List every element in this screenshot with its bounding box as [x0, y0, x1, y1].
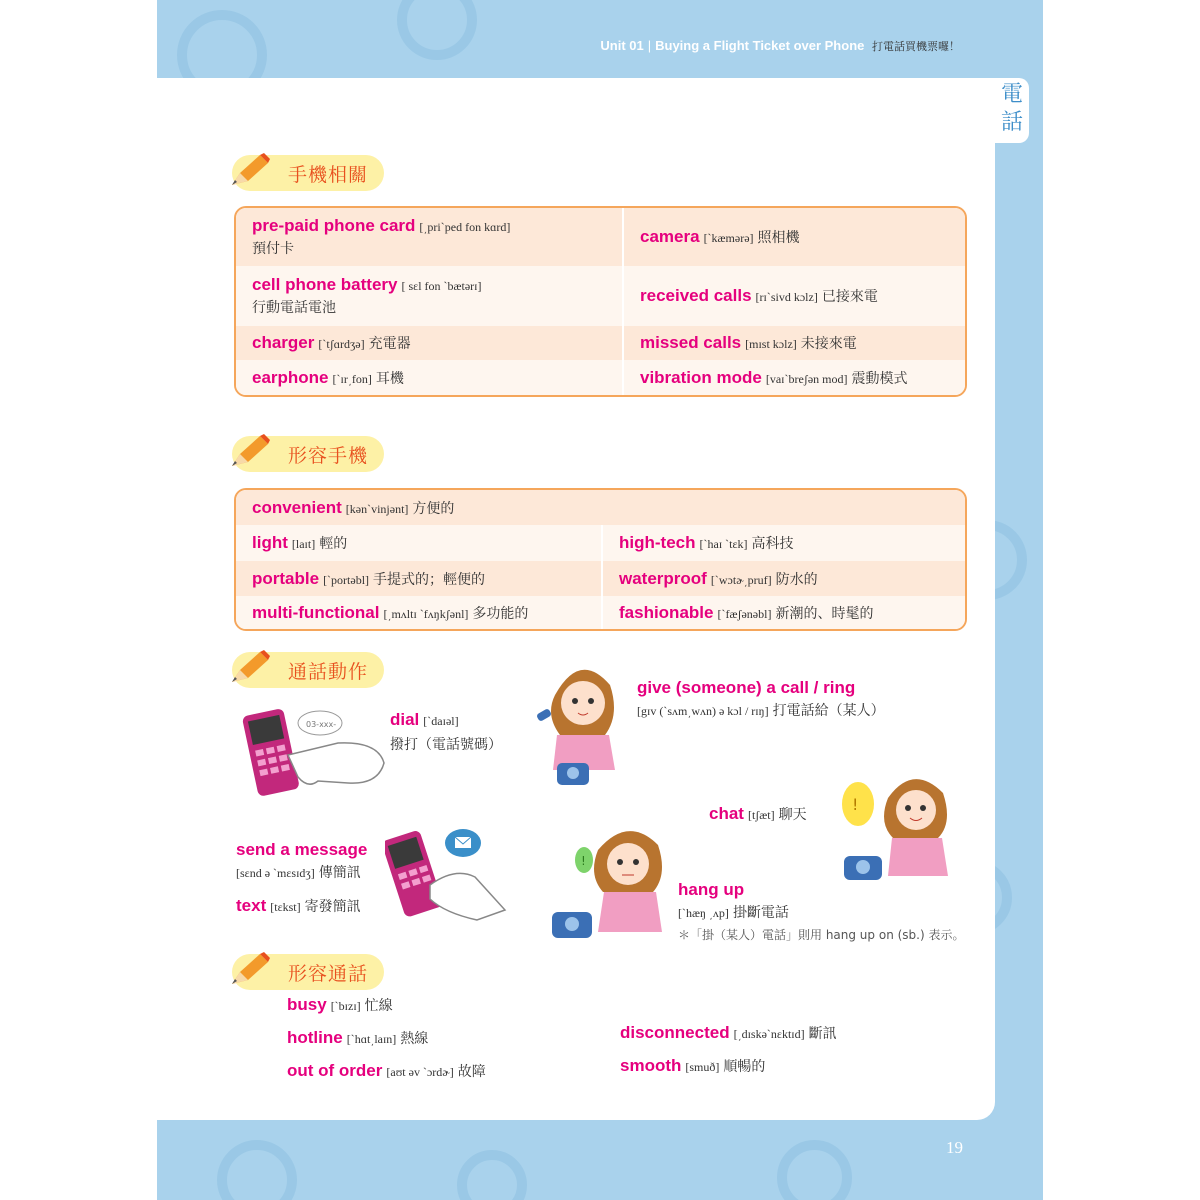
table-row	[236, 490, 965, 525]
vocab-term: cell phone battery	[252, 275, 398, 294]
vocab-hotline	[287, 1028, 428, 1048]
vocab-term: multi-functional	[252, 602, 380, 622]
vocab-term: busy	[287, 995, 327, 1014]
vocab-cell	[622, 208, 965, 266]
phonetic: [ˋhæŋ ͵ʌp]	[678, 906, 729, 920]
girl-hanging-up-illustration	[548, 820, 673, 945]
vocab-cell	[236, 525, 601, 561]
vocab-term: chat	[709, 804, 744, 823]
girl-calling-illustration	[535, 655, 625, 790]
phonetic: [ˋtʃɑrdʒə]	[318, 337, 365, 351]
vocab-term: fashionable	[619, 602, 714, 622]
translation: 手提式的；輕便的	[373, 571, 486, 588]
side-tab	[995, 78, 1029, 143]
translation: 照相機	[757, 230, 800, 246]
vocab-table-describe-phone	[234, 488, 967, 631]
vocab-term: disconnected	[620, 1023, 730, 1042]
section-title: 形容通話	[288, 963, 369, 985]
phonetic: [ˋkæmərə]	[703, 231, 754, 245]
vocab-term: out of order	[287, 1061, 383, 1080]
translation: 新潮的、時髦的	[775, 605, 874, 622]
pencil-icon	[226, 151, 272, 191]
vocab-term: portable	[252, 568, 320, 588]
vocab-give-call	[637, 678, 885, 720]
dial-bubble-text: 03-xxx-	[306, 720, 337, 729]
phonetic: [aʊt əv ˋɔrdɚ]	[386, 1065, 454, 1079]
translation: 打電話給（某人）	[772, 703, 885, 719]
vocab-term: send a message	[236, 840, 368, 859]
phonetic: [sɛnd ə ˋmɛsɪdʒ]	[236, 866, 315, 880]
vocab-cell	[236, 596, 601, 629]
translation: 傳簡訊	[318, 865, 361, 881]
phonetic: [͵priˋped fon kɑrd]	[419, 220, 511, 234]
translation: 充電器	[368, 336, 411, 352]
vocab-cell	[601, 596, 965, 629]
unit-label: Unit 01	[600, 38, 644, 53]
unit-title-zh: 打電話買機票囉！	[872, 41, 960, 53]
vocab-term: smooth	[620, 1056, 682, 1075]
phonetic: [ˋbɪzɪ]	[330, 999, 361, 1013]
vocab-term: hang up	[678, 880, 745, 899]
dialing-phone-illustration	[238, 703, 388, 798]
phonetic: [ˋhaɪ ˋtɛk]	[699, 537, 748, 551]
vocab-term: hotline	[287, 1028, 343, 1047]
translation: 多功能的	[472, 605, 529, 622]
vocab-term: vibration mode	[640, 367, 762, 387]
table-row	[236, 266, 965, 326]
phonetic: [ˋfæʃənəbl]	[717, 606, 772, 621]
pencil-icon	[226, 432, 272, 472]
vocab-cell	[236, 208, 622, 266]
phonetic: [rɪˋsivd kɔlz]	[755, 290, 818, 304]
vocab-text	[236, 896, 361, 916]
vocab-cell	[622, 266, 965, 326]
translation: 聊天	[778, 807, 807, 823]
translation: 掛斷電話	[732, 905, 789, 921]
vocab-cell	[236, 266, 622, 326]
vocab-smooth	[620, 1056, 765, 1076]
phonetic: [tʃæt]	[747, 808, 775, 822]
translation: 忙線	[364, 998, 393, 1014]
phonetic: [ sɛl fon ˋbætərɪ]	[401, 279, 482, 293]
side-tab-char-2: 話	[1000, 110, 1023, 135]
translation: 行動電話電池	[252, 300, 336, 316]
phonetic: [kənˋvinjənt]	[345, 501, 409, 516]
translation: 耳機	[375, 370, 404, 387]
translation: 防水的	[775, 571, 818, 588]
girl-chatting-illustration	[838, 768, 956, 883]
phonetic: [͵dɪskəˋnɛktɪd]	[733, 1027, 805, 1041]
svg-text:!: !	[852, 795, 859, 814]
phonetic: [tɛkst]	[270, 900, 301, 914]
phonetic: [vaɪˋbreʃən mod]	[765, 371, 848, 386]
vocab-term: charger	[252, 333, 315, 352]
vocab-term: convenient	[252, 497, 342, 517]
vocab-term: pre-paid phone card	[252, 216, 416, 235]
vocab-chat	[709, 804, 807, 824]
vocab-cell	[601, 525, 965, 561]
pencil-icon	[226, 648, 272, 688]
translation: 斷訊	[808, 1026, 837, 1042]
vocab-cell	[601, 561, 965, 596]
vocab-table-phone	[234, 206, 967, 397]
translation: 已接來電	[821, 289, 878, 305]
vocab-term: received calls	[640, 286, 752, 305]
vocab-term: camera	[640, 227, 700, 246]
phonetic: [ˋwɔtɚ͵pruf]	[710, 572, 772, 587]
phonetic: [laɪt]	[291, 537, 316, 551]
vocab-term: light	[252, 533, 288, 552]
translation: 未接來電	[800, 336, 857, 352]
translation: 高科技	[751, 536, 794, 552]
section-label-phone-related	[232, 155, 384, 191]
section-label-describe-phone	[232, 436, 384, 472]
table-row	[236, 326, 965, 360]
table-row	[236, 208, 965, 266]
vocab-cell	[236, 561, 601, 596]
running-header: Unit 01 | Buying a Flight Ticket over Phone 打電話買機票囉！	[600, 38, 960, 53]
vocab-disconnected	[620, 1023, 837, 1043]
translation: 寄發簡訊	[304, 899, 361, 915]
translation: 順暢的	[723, 1059, 766, 1075]
usage-note: ＊「掛（某人）電話」則用 hang up on (sb.) 表示。	[678, 928, 965, 942]
table-row	[236, 525, 965, 561]
section-title: 手機相關	[288, 164, 369, 186]
section-title: 通話動作	[288, 661, 369, 683]
table-row	[236, 596, 965, 629]
vocab-term: text	[236, 896, 267, 915]
translation: 熱線	[400, 1031, 429, 1047]
vocab-hang-up	[678, 880, 964, 943]
section-label-describe-call	[232, 954, 384, 990]
vocab-dial	[390, 710, 502, 754]
table-row	[236, 561, 965, 596]
phonetic: [gɪv (ˋsʌm͵wʌn) ə kɔl / rɪŋ]	[637, 704, 769, 718]
vocab-term: earphone	[252, 367, 329, 387]
vocab-term: high-tech	[619, 533, 696, 552]
vocab-out-of-order	[287, 1061, 486, 1081]
translation: 方便的	[412, 500, 455, 517]
phonetic: [ˋɪr͵fon]	[332, 371, 372, 386]
section-label-call-actions	[232, 652, 384, 688]
svg-text:!: !	[581, 854, 586, 868]
texting-phone-illustration	[385, 825, 510, 925]
vocab-cell	[236, 326, 622, 360]
vocab-busy	[287, 995, 393, 1015]
side-tab-char-1: 電	[1000, 82, 1023, 107]
vocab-cell	[236, 490, 965, 525]
vocab-cell	[236, 360, 622, 395]
vocab-term: missed calls	[640, 333, 742, 352]
phonetic: [ˋhɑt͵laɪn]	[346, 1032, 397, 1046]
phonetic: [smuð]	[685, 1060, 720, 1074]
unit-title: Buying a Flight Ticket over Phone	[655, 38, 865, 53]
phonetic: [ˋportəbl]	[323, 572, 370, 587]
vocab-term: dial	[390, 710, 420, 729]
phonetic: [ˋdaɪəl]	[423, 714, 459, 728]
translation: 撥打（電話號碼）	[390, 737, 502, 753]
translation: 震動模式	[851, 370, 908, 387]
section-title: 形容手機	[288, 445, 369, 467]
table-row	[236, 360, 965, 395]
pencil-icon	[226, 950, 272, 990]
phonetic: [mɪst kɔlz]	[745, 337, 797, 351]
vocab-term: give (someone) a call / ring	[637, 678, 856, 697]
translation: 輕的	[319, 536, 348, 552]
translation: 故障	[457, 1064, 486, 1080]
vocab-cell	[622, 326, 965, 360]
translation: 預付卡	[252, 241, 294, 257]
page-number: 19	[946, 1138, 963, 1157]
vocab-term: waterproof	[619, 568, 707, 588]
vocab-send-message	[236, 840, 367, 882]
vocab-cell	[622, 360, 965, 395]
phonetic: [͵mʌltɪ ˋfʌŋkʃənl]	[383, 606, 469, 621]
